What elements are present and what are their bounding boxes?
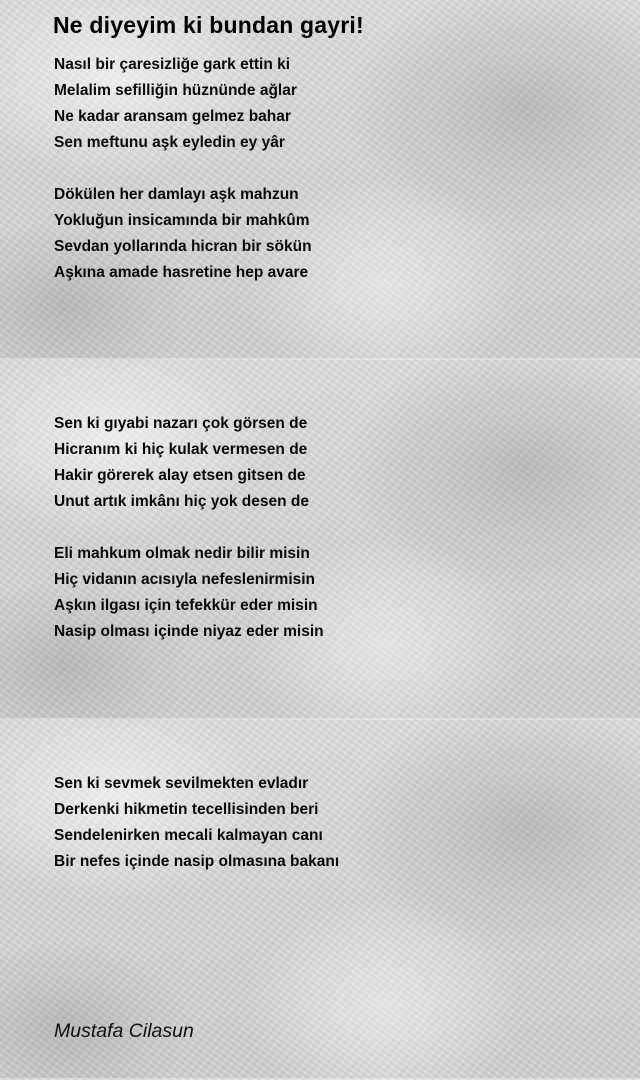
- poem-line: Sen ki sevmek sevilmekten evladır: [54, 775, 309, 792]
- poem-line: Hicranım ki hiç kulak vermesen de: [54, 441, 308, 458]
- poem-line: Melalim sefilliğin hüznünde ağlar: [54, 82, 297, 99]
- poem-line: Aşkın ilgası için tefekkür eder misin: [54, 597, 318, 614]
- poem-line: Sen meftunu aşk eyledin ey yâr: [54, 134, 285, 151]
- poem-line: Hiç vidanın acısıyla nefeslenirmisin: [54, 571, 316, 588]
- stanza-2: [54, 182, 312, 286]
- poem-line: Yokluğun insicamında bir mahkûm: [54, 212, 310, 229]
- poem-line: Nasip olması içinde niyaz eder misin: [54, 623, 324, 640]
- poem-author: Mustafa Cilasun: [54, 1020, 194, 1042]
- poem-line: Unut artık imkânı hiç yok desen de: [54, 493, 309, 510]
- poem-line: Aşkına amade hasretine hep avare: [54, 264, 309, 281]
- poem-line: Bir nefes içinde nasip olmasına bakanı: [54, 853, 340, 870]
- stanza-4: [54, 541, 324, 645]
- poem-line: Ne kadar aransam gelmez bahar: [54, 108, 291, 125]
- poem-line: Dökülen her damlayı aşk mahzun: [54, 186, 299, 203]
- poem-line: Sen ki gıyabi nazarı çok görsen de: [54, 415, 308, 432]
- poem-title: Ne diyeyim ki bundan gayri!: [53, 12, 364, 38]
- stanza-3: [54, 411, 309, 515]
- poem-line: Hakir görerek alay etsen gitsen de: [54, 467, 306, 484]
- poem-line: Sendelenirken mecali kalmayan canı: [54, 827, 323, 844]
- stanza-1: [54, 52, 297, 156]
- stanza-5: [54, 771, 339, 875]
- poem-line: Sevdan yollarında hicran bir sökün: [54, 238, 312, 255]
- poem-line: Eli mahkum olmak nedir bilir misin: [54, 545, 310, 562]
- poem-line: Nasıl bir çaresizliğe gark ettin ki: [54, 56, 291, 73]
- poem-line: Derkenki hikmetin tecellisinden beri: [54, 801, 319, 818]
